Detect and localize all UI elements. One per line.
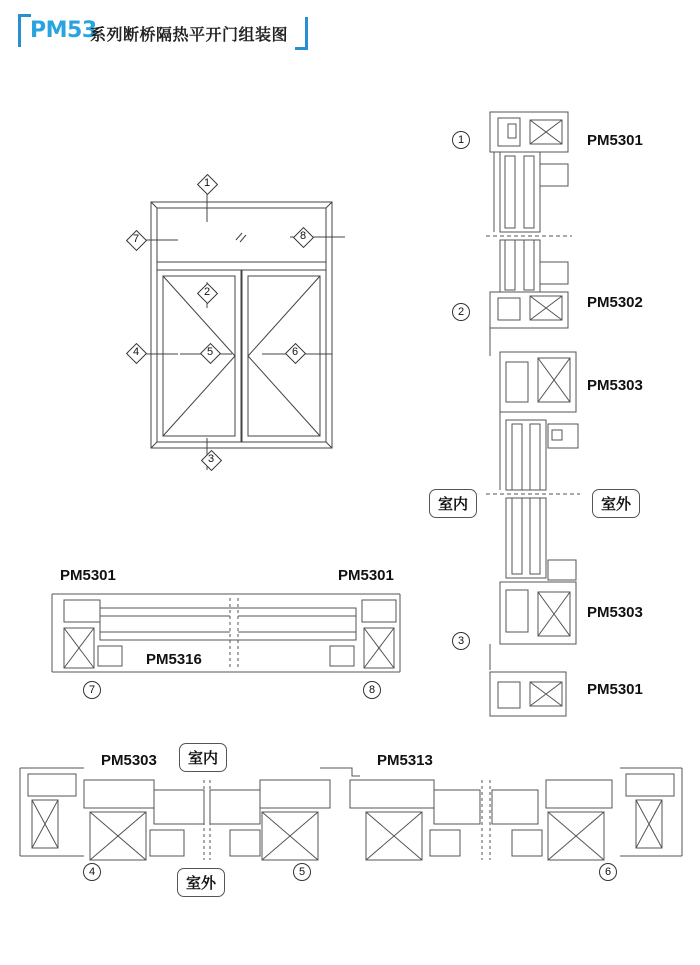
profile-label-top-left: PM5301: [60, 567, 116, 584]
profile-label-pm5301-bottom: PM5301: [587, 681, 643, 698]
profile-label-pm5313: PM5313: [377, 752, 433, 769]
indoor-tag-horizontal: 室内: [179, 743, 227, 772]
profile-label-pm5303-top: PM5303: [587, 377, 643, 394]
section-circle-5: 5: [293, 863, 311, 881]
title-text: 系列断桥隔热平开门组装图: [90, 25, 289, 44]
horizontal-top-section: [52, 594, 400, 672]
section-circle-4: 4: [83, 863, 101, 881]
profile-label-pm5303-bottom: PM5303: [587, 604, 643, 621]
outdoor-tag-horizontal: 室外: [177, 868, 225, 897]
profile-label-top-right: PM5301: [338, 567, 394, 584]
outdoor-tag-vertical: 室外: [592, 489, 640, 518]
section-marker-1: 1: [197, 174, 217, 194]
profile-label-pm5303-horizontal: PM5303: [101, 752, 157, 769]
section-marker-2: 2: [197, 283, 217, 303]
section-marker-6: 6: [285, 343, 305, 363]
profile-label-pm5302: PM5302: [587, 294, 643, 311]
section-circle-1: 1: [452, 131, 470, 149]
section-marker-3: 3: [201, 450, 221, 470]
section-marker-4: 4: [126, 343, 146, 363]
profile-label-pm5316: PM5316: [146, 651, 202, 668]
vertical-section: [486, 112, 580, 716]
indoor-tag-vertical: 室内: [429, 489, 477, 518]
profile-label-pm5301-top: PM5301: [587, 132, 643, 149]
section-circle-7: 7: [83, 681, 101, 699]
section-marker-8: 8: [293, 227, 313, 247]
section-marker-7: 7: [126, 230, 146, 250]
section-circle-6: 6: [599, 863, 617, 881]
section-circle-2: 2: [452, 303, 470, 321]
section-circle-3: 3: [452, 632, 470, 650]
title-code: PM53: [30, 18, 97, 43]
section-marker-5: 5: [200, 343, 220, 363]
section-circle-8: 8: [363, 681, 381, 699]
horizontal-bottom-section: [20, 768, 682, 860]
